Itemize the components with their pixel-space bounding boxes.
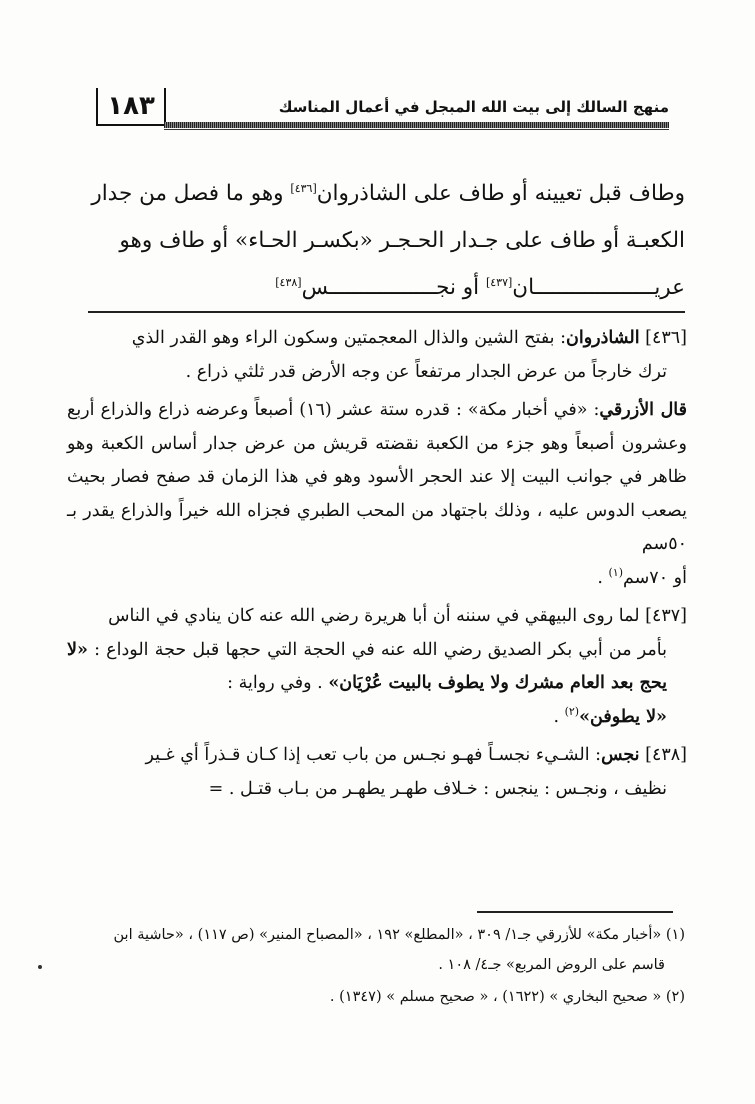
hadith-quote: «لا يحج بعد العام مشرك ولا يطوف بالبيت عُرْيَان» [67,639,667,693]
notes-divider [88,311,685,313]
footnote-1: (١) «أخبار مكة» للأزرقي جـ١/ ٣٠٩ ، «المطلع» ١٩٢ ، «المصباح المنير» (ص ١١٧) ، «حاشية ابن قاسم على الروض المربع» جـ٤/ ١٠٨ . [113,927,685,973]
footnote-2: (٢) « صحيح البخاري » (١٦٢٢) ، « صحيح مسلم » (١٣٤٧) . [329,989,685,1005]
header-title: منهج السالك إلى بيت الله المبجل في أعمال المناسك [278,98,669,116]
page-number: ١٨٣ [96,88,166,126]
term-shadharwan: الشاذروان [566,328,640,348]
margin-speck [38,965,42,969]
footnotes [70,920,685,1014]
footnote-rule [477,911,673,913]
running-header [92,84,669,126]
ref-436: [٤٣٦] [290,181,317,195]
commentary-notes [67,322,687,811]
term-najas: نجس [601,745,640,765]
note-436-azraqi: قال الأزرقي: «في أخبار مكة» : قدره ستة عشر (١٦) أصبعاً وعرضه ذراع والذراع أربع وعشرون أصبعاً وهو جزء من الكعبة نقضته قريش من عرض جدار أساس الكعبة وهو ظاهر في جوانب البيت إلا عند الحجر الأسود وهو في هذا الزمان قد صفح فصار بحيث يصعب الدوس عليه ، وذلك باجتهاد من المحب الطبري فجزاه الله خيراً والذراع يقدر بـ ٥٠سم أو ٧٠سم$^{(١)}$ . [67,400,687,588]
header-rule-thin [164,129,669,130]
note-438: [٤٣٨] نجس: الشـيء نجسـاً فهـو نجـس من باب تعب إذا كـان قـذراً أي غـير نظيف ، ونجـس : ينجس : خـلاف طهـر يطهـر من بـاب قتـل . = [145,745,687,799]
main-line-1: وطاف قبل تعيينه أو طاف على الشاذروان[٤٣٦] وهو ما فصل من جدار [91,181,685,206]
main-text [73,170,685,311]
note-436: [٤٣٦] الشاذروان: بفتح الشين والذال المعجمتين وسكون الراء وهو القدر الذي ترك خارجاً من عرض الجدار مرتفعاً عن وجه الأرض قدر ثلثي ذراع . [131,328,687,382]
main-line-3: عريـــــــــــــــــــان[٤٣٧] أو نجـــــــــــــــــس[٤٣٨] [275,275,685,300]
note-437: [٤٣٧] لما روى البيهقي في سننه أن أبا هريرة رضي الله عنه كان ينادي في الناس بأمر من أبي بكر الصديق رضي الله عنه في الحجة التي حجها قبل حجة الوداع : «لا يحج بعد العام مشرك ولا يطوف بالبيت عُرْيَان» . وفي رواية : «لا يطوفن»$^{(٢)}$ . [67,606,687,727]
ref-437: [٤٣٧] [485,275,513,289]
ref-438: [٤٣٨] [275,275,302,289]
main-line-2: الكعبـة أو طاف على جـدار الحـجـر «بكسـر الحـاء» أو طاف وهو [119,228,685,253]
header-rule [164,122,669,128]
